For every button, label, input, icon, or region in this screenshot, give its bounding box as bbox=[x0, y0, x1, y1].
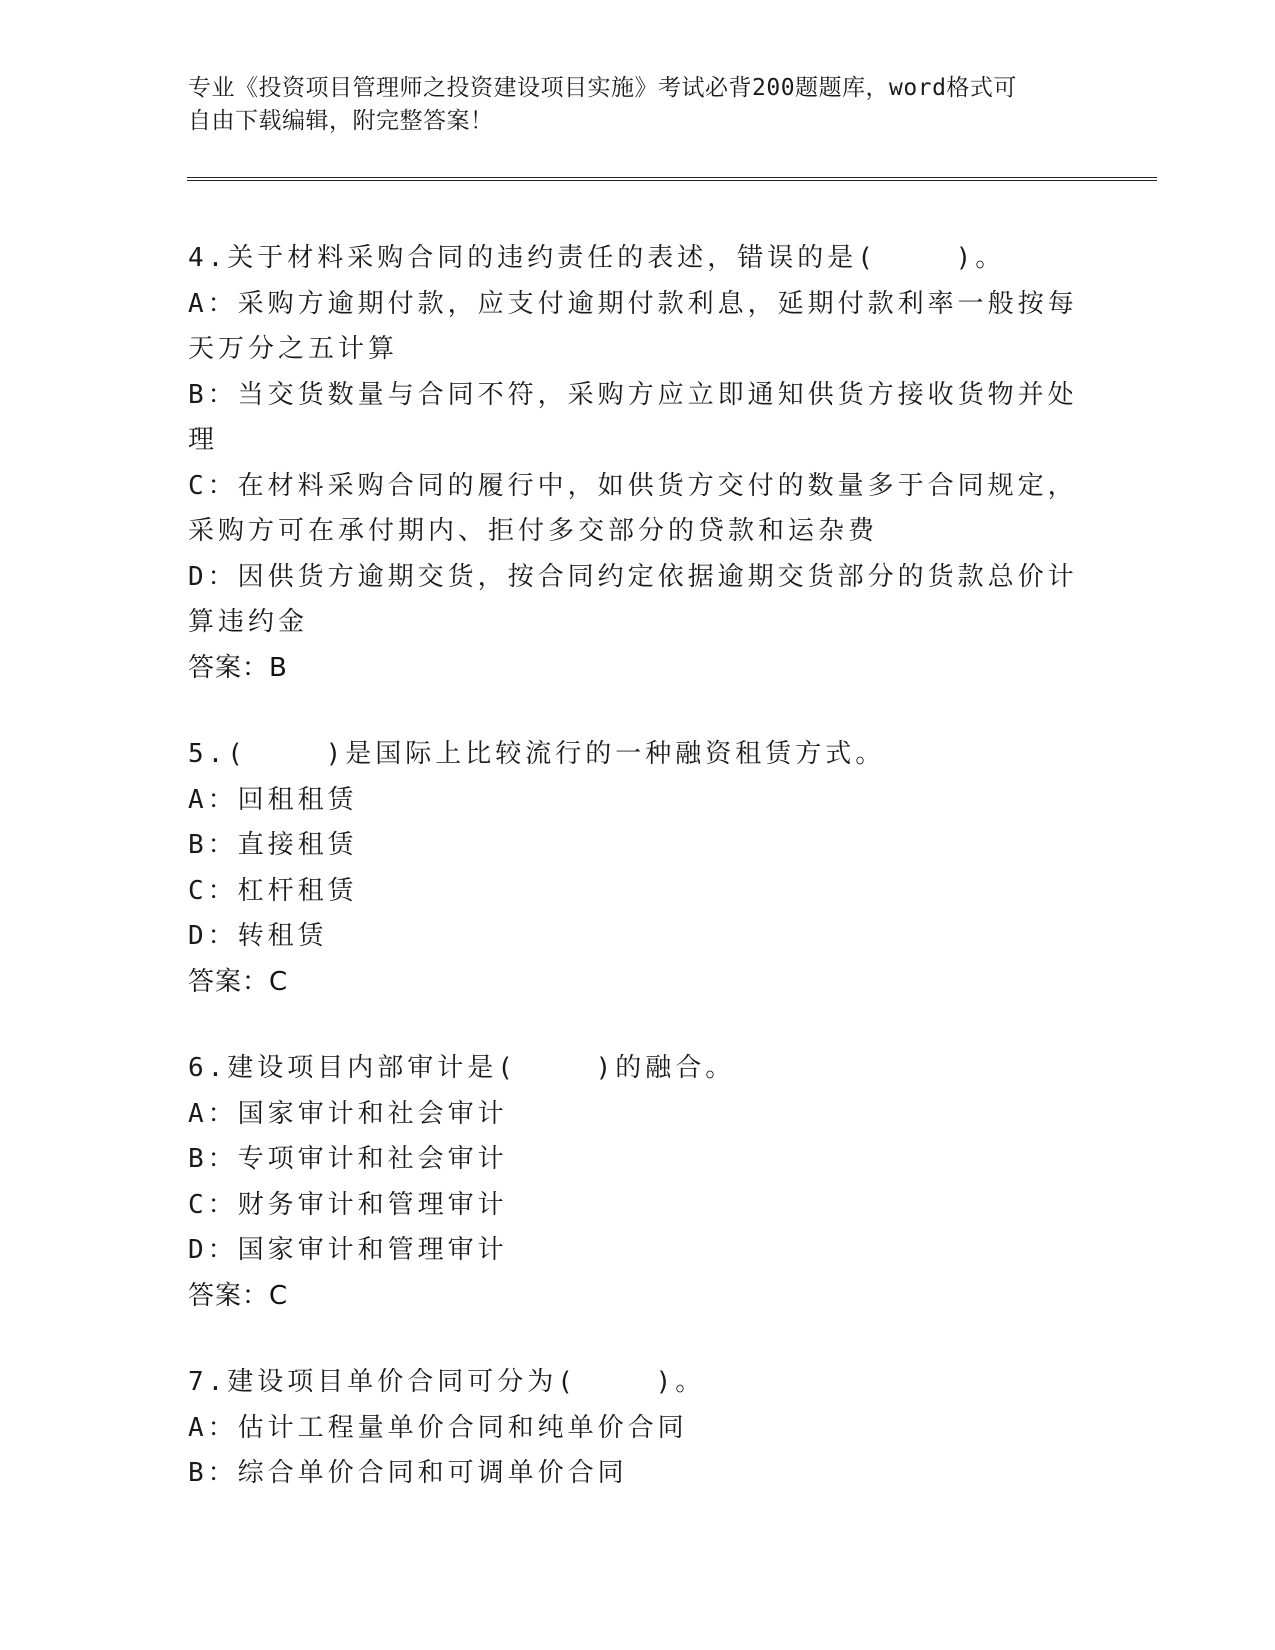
question-6 bbox=[188, 1046, 1088, 1319]
option-c: C：杠杆租赁 bbox=[188, 875, 358, 906]
document-header bbox=[188, 72, 1088, 138]
header-title-line-2: 自由下载编辑，附完整答案！ bbox=[188, 108, 494, 134]
option-d: D：因供货方逾期交货，按合同约定依据逾期交货部分的货款总价计算违约金 bbox=[188, 561, 1078, 637]
option-a: A：采购方逾期付款，应支付逾期付款利息，延期付款利率一般按每天万分之五计算 bbox=[188, 288, 1078, 364]
header-double-rule bbox=[187, 177, 1157, 181]
option-a: A：国家审计和社会审计 bbox=[188, 1098, 508, 1129]
answer-label: 答案：B bbox=[188, 652, 288, 683]
answer-label: 答案：C bbox=[188, 966, 289, 997]
option-b: B：当交货数量与合同不符，采购方应立即通知供货方接收货物并处理 bbox=[188, 379, 1078, 455]
option-a: A：回租租赁 bbox=[188, 784, 358, 815]
option-b: B：专项审计和社会审计 bbox=[188, 1144, 508, 1174]
question-7 bbox=[188, 1360, 1088, 1497]
option-d: D：转租赁 bbox=[188, 921, 328, 951]
header-title-line-1: 专业《投资项目管理师之投资建设项目实施》考试必背200题题库，word格式可 bbox=[188, 75, 1017, 101]
option-b: B：综合单价合同和可调单价合同 bbox=[188, 1458, 628, 1488]
question-stem: 5.( )是国际上比较流行的一种融资租赁方式。 bbox=[188, 739, 886, 769]
question-stem: 4.关于材料采购合同的违约责任的表述，错误的是( )。 bbox=[188, 243, 1006, 273]
question-5 bbox=[188, 732, 1088, 1005]
option-b: B：直接租赁 bbox=[188, 830, 358, 860]
option-c: C：财务审计和管理审计 bbox=[188, 1189, 508, 1220]
answer-label: 答案：C bbox=[188, 1280, 289, 1311]
option-d: D：国家审计和管理审计 bbox=[188, 1235, 508, 1265]
question-4 bbox=[188, 236, 1088, 691]
option-c: C：在材料采购合同的履行中，如供货方交付的数量多于合同规定，采购方可在承付期内、拒付多交部分的贷款和运杂费 bbox=[188, 470, 1078, 546]
option-a: A：估计工程量单价合同和纯单价合同 bbox=[188, 1412, 688, 1443]
question-list bbox=[188, 236, 1088, 1538]
question-stem: 6.建设项目内部审计是( )的融合。 bbox=[188, 1053, 736, 1083]
question-stem: 7.建设项目单价合同可分为( )。 bbox=[188, 1367, 706, 1397]
